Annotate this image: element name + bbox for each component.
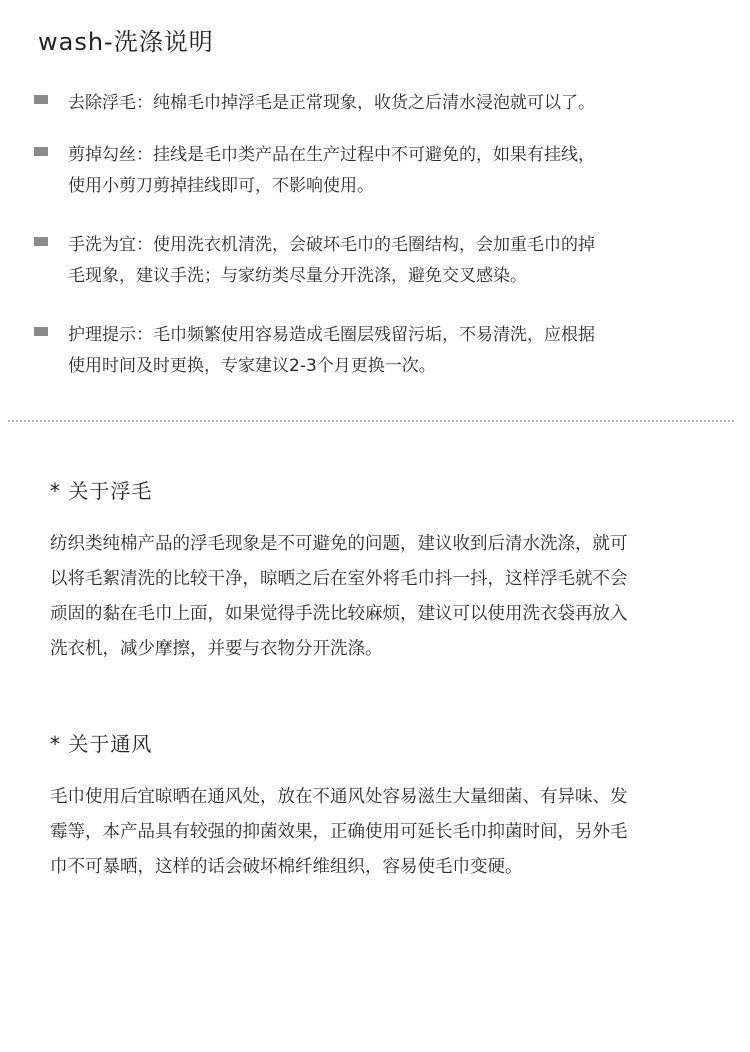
list-item-text [68, 140, 718, 202]
text-line: 以将毛絮清洗的比较干净，晾晒之后在室外将毛巾抖一抖，这样浮毛就不会 [50, 569, 628, 589]
section-body-ventilation [50, 780, 714, 885]
square-bullet-icon [34, 95, 48, 104]
section-heading-ventilation: * 关于通风 [50, 732, 153, 756]
text-line: 护理提示：毛巾频繁使用容易造成毛圈层残留污垢，不易清洗，应根据 [68, 325, 595, 345]
square-bullet-icon [34, 237, 48, 246]
text-line: 手洗为宜：使用洗衣机清洗，会破坏毛巾的毛圈结构，会加重毛巾的掉 [68, 235, 595, 255]
list-item-text [68, 88, 718, 119]
text-line: 洗衣机，减少摩擦，并要与衣物分开洗涤。 [50, 639, 383, 659]
text-line: 毛巾使用后宜晾晒在通风处，放在不通风处容易滋生大量细菌、有异味、发 [50, 787, 628, 807]
section-heading-fuzz: * 关于浮毛 [50, 479, 153, 503]
text-line: 毛现象，建议手洗；与家纺类尽量分开洗涤，避免交叉感染。 [68, 266, 527, 286]
text-line: 剪掉勾丝：挂线是毛巾类产品在生产过程中不可避免的，如果有挂线， [68, 145, 595, 165]
text-line: 使用小剪刀剪掉挂线即可，不影响使用。 [68, 176, 374, 196]
list-item-text [68, 320, 718, 382]
text-line: 去除浮毛：纯棉毛巾掉浮毛是正常现象，收货之后清水浸泡就可以了。 [68, 93, 595, 113]
text-line: 使用时间及时更换，专家建议2-3个月更换一次。 [68, 356, 436, 376]
text-line: 顽固的黏在毛巾上面，如果觉得手洗比较麻烦，建议可以使用洗衣袋再放入 [50, 604, 628, 624]
list-item-text [68, 230, 718, 292]
page-title: wash-洗涤说明 [38, 28, 214, 56]
text-line: 霉等，本产品具有较强的抑菌效果，正确使用可延长毛巾抑菌时间，另外毛 [50, 822, 628, 842]
text-line: 纺织类纯棉产品的浮毛现象是不可避免的问题，建议收到后清水洗涤，就可 [50, 534, 628, 554]
section-body-fuzz [50, 527, 714, 667]
text-line: 巾不可暴晒，这样的话会破坏棉纤维组织，容易使毛巾变硬。 [50, 857, 523, 877]
square-bullet-icon [34, 327, 48, 336]
square-bullet-icon [34, 147, 48, 156]
dotted-divider [8, 420, 734, 422]
